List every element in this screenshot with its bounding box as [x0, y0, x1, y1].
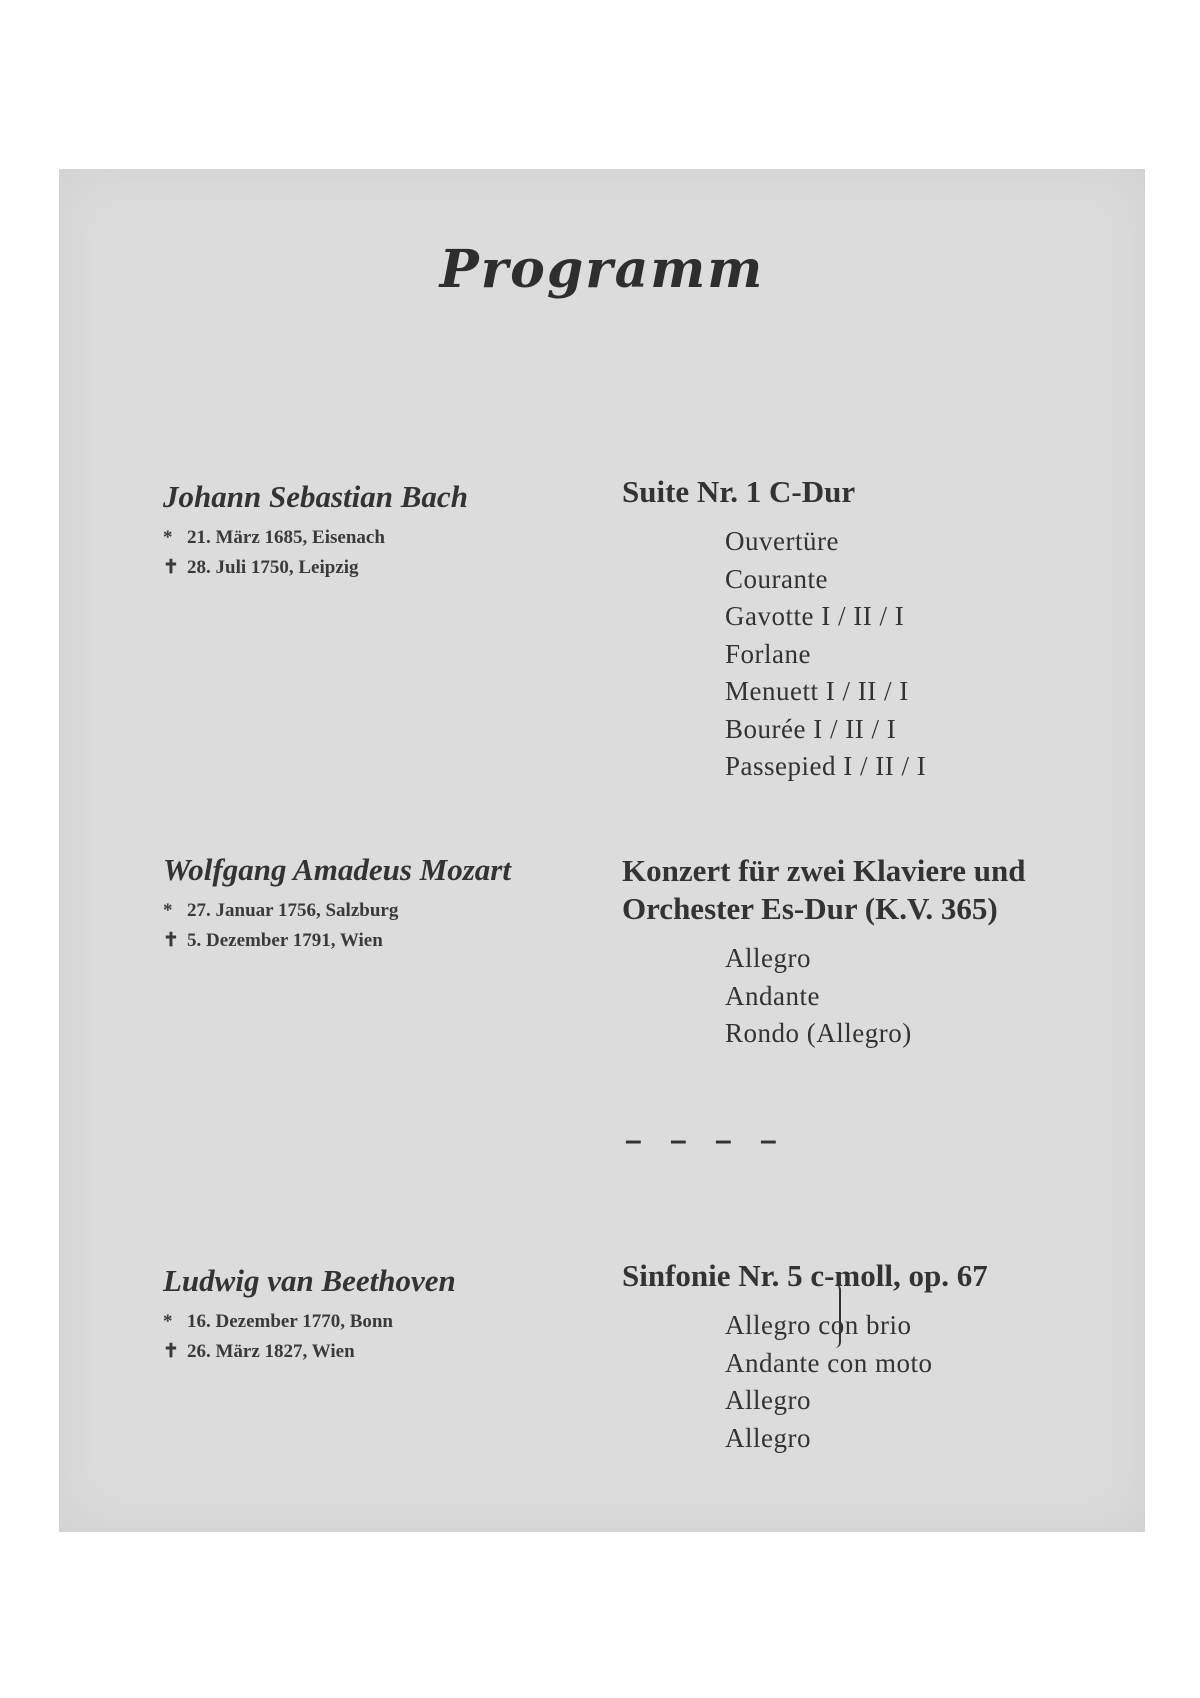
- movement-item: Allegro: [725, 1422, 811, 1453]
- composer-block-bach: [163, 479, 603, 583]
- birth-line: [163, 1307, 603, 1337]
- movement-item: Bourée I / II / I: [725, 713, 897, 744]
- work-block-beethoven: [622, 1257, 1122, 1457]
- movement-item: Allegro: [725, 943, 811, 973]
- work-block-mozart: [622, 852, 1122, 1053]
- page-title: Programm: [439, 239, 765, 300]
- movement-item: Passepied I / II / I: [725, 751, 927, 781]
- death-date: 5. Dezember 1791, Wien: [187, 930, 383, 951]
- composer-dates: [163, 1307, 603, 1367]
- birth-line: [163, 896, 603, 926]
- birth-date: 27. Januar 1756, Salzburg: [187, 900, 399, 921]
- born-symbol: *: [163, 1311, 173, 1332]
- composer-dates: [163, 896, 603, 956]
- born-symbol: *: [163, 900, 173, 921]
- death-line: [163, 1337, 603, 1367]
- movement-item: Rondo (Allegro): [725, 1018, 912, 1048]
- movement-list: [725, 1307, 1122, 1457]
- died-symbol: ✝: [163, 930, 179, 951]
- movement-list: [725, 523, 1122, 786]
- died-symbol: ✝: [163, 1341, 179, 1362]
- movement-item: Menuett I / II / I: [725, 676, 909, 706]
- work-title: Sinfonie Nr. 5 c-moll, op. 67: [622, 1258, 988, 1293]
- movement-item: Allegro: [725, 1385, 811, 1415]
- birth-date: 21. März 1685, Eisenach: [187, 527, 385, 548]
- death-line: [163, 553, 603, 583]
- birth-line: [163, 523, 603, 553]
- movement-item: Courante: [725, 563, 828, 594]
- born-symbol: *: [163, 527, 173, 548]
- section-divider: – – – –: [625, 1124, 787, 1157]
- composer-name: Johann Sebastian Bach: [163, 479, 468, 514]
- died-symbol: ✝: [163, 557, 179, 578]
- movement-item: Forlane: [725, 638, 811, 669]
- death-date: 26. März 1827, Wien: [187, 1341, 355, 1362]
- composer-name: Ludwig van Beethoven: [163, 1263, 456, 1298]
- death-date: 28. Juli 1750, Leipzig: [187, 557, 359, 578]
- work-title-line-1: Konzert für zwei Klaviere und: [622, 853, 1026, 888]
- movement-item: Andante con moto: [725, 1347, 933, 1378]
- composer-block-beethoven: [163, 1263, 603, 1367]
- movement-item: Gavotte I / II / I: [725, 601, 905, 631]
- composer-block-mozart: [163, 852, 603, 956]
- work-block-bach: [622, 473, 1122, 786]
- movement-list: [725, 940, 1122, 1053]
- work-title-line-2: Orchester Es-Dur (K.V. 365): [622, 891, 998, 926]
- movement-item: Ouvertüre: [725, 526, 839, 556]
- movement-item: Andante: [725, 980, 820, 1011]
- death-line: [163, 926, 603, 956]
- program-sheet: [59, 169, 1145, 1532]
- birth-date: 16. Dezember 1770, Bonn: [187, 1311, 393, 1332]
- movement-brace-icon: [833, 1284, 841, 1348]
- work-title: Suite Nr. 1 C-Dur: [622, 474, 856, 509]
- movement-item: Allegro con brio: [725, 1310, 912, 1340]
- composer-dates: [163, 523, 603, 583]
- composer-name: Wolfgang Amadeus Mozart: [163, 852, 511, 887]
